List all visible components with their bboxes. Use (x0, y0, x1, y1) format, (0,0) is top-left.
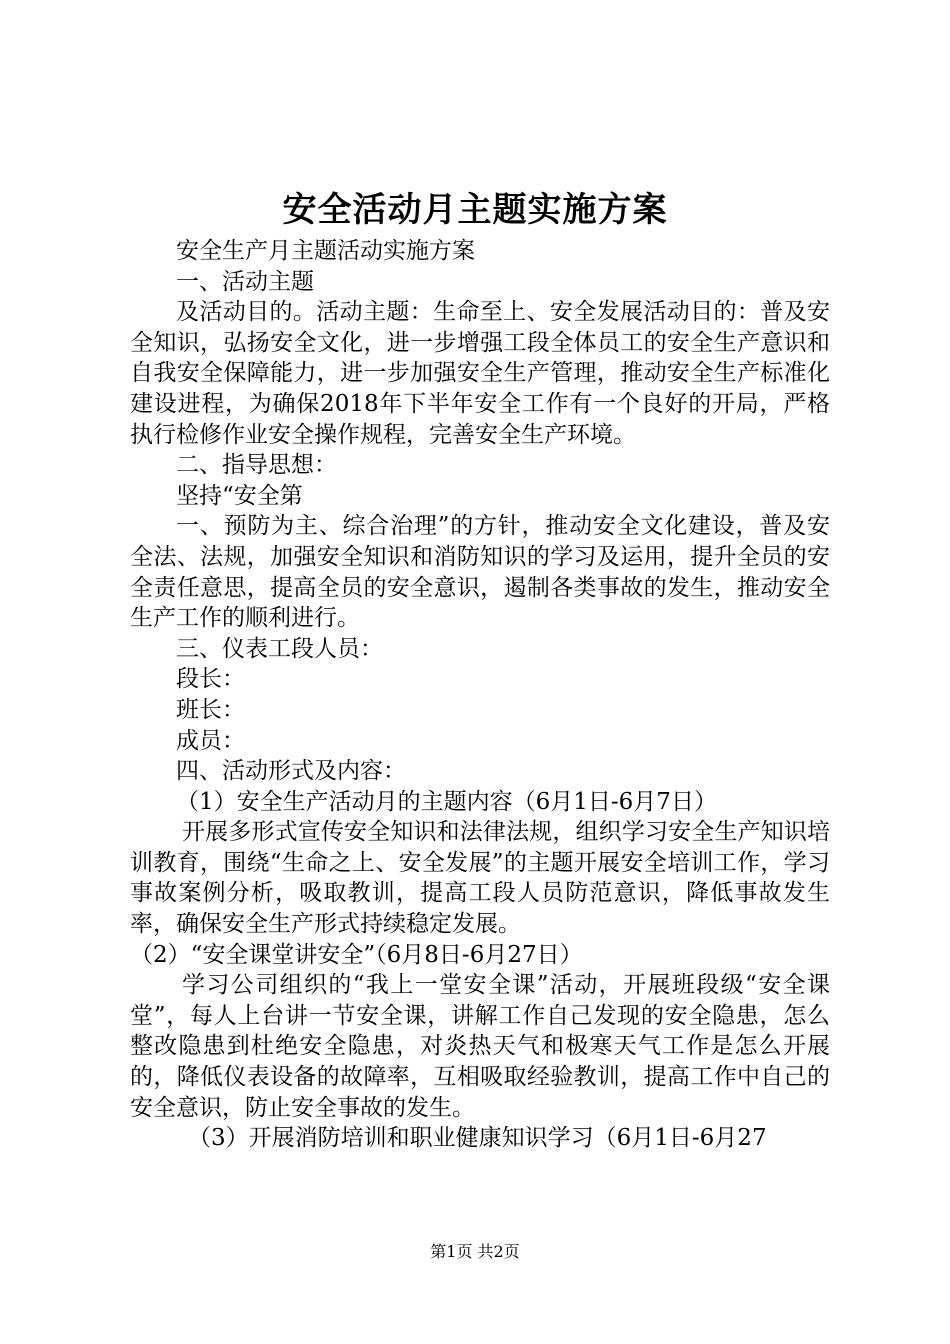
activity-item-2-body: 学习公司组织的“我上一堂安全课”活动，开展班段级“安全课堂”，每人上台讲一节安全课，讲解工作自己发现的安全隐患，怎么整改隐患到杜绝安全隐患，对炎热天气和极寒天气工作是怎么开展的，降低仪表设备的故障率，互相吸取经验教训，提高工作中自己的安全意识，防止安全事故的发生。 (130, 972, 830, 1121)
activity-item-2-heading: （2）“安全课堂讲安全”（6月8日-6月27日） (130, 941, 583, 968)
paragraph-guiding-start: 坚持“安全第 (176, 482, 303, 509)
activity-item-1-heading: （1）安全生产活动月的主题内容（6月1日-6月7日） (176, 788, 717, 815)
section-heading-personnel: 三、仪表工段人员： (176, 635, 383, 662)
personnel-team-leader: 班长： (176, 696, 245, 723)
section-heading-guiding: 二、指导思想： (176, 452, 337, 479)
personnel-members: 成员： (176, 727, 245, 754)
activity-item-1-body: 开展多形式宣传安全知识和法律法规，组织学习安全生产知识培训教育，围绕“生命之上、安全发展”的主题开展安全培训工作，学习事故案例分析，吸取教训，提高工段人员防范意识，降低事故发生率，确保安全生产形式持续稳定发展。 (130, 819, 830, 938)
document-title: 安全活动月主题实施方案 (282, 190, 668, 230)
personnel-section-chief: 段长： (176, 666, 245, 693)
document-body (130, 236, 830, 1154)
section-heading-activities: 四、活动形式及内容： (176, 758, 406, 785)
paragraph-guiding-policy: 一、预防为主、综合治理”的方针，推动安全文化建设，普及安全法、法规，加强安全知识和消防知识的学习及运用，提升全员的安全责任意思，提高全员的安全意识，遏制各类事故的发生，推动安全生产工作的顺利进行。 (130, 513, 830, 632)
subtitle-paragraph: 安全生产月主题活动实施方案 (176, 238, 475, 264)
paragraph-theme-purpose: 及活动目的。活动主题：生命至上、安全发展活动目的：普及安全知识，弘扬安全文化，进一步增强工段全体员工的安全生产意识和自我安全保障能力，进一步加强安全生产管理，推动安全生产标准化建设进程，为确保2018年下半年安全工作有一个良好的开局，严格执行检修作业安全操作规程，完善安全生产环境。 (130, 299, 830, 448)
section-heading-theme: 一、活动主题 (176, 268, 314, 295)
activity-item-3-heading: （3）开展消防培训和职业健康知识学习（6月1日-6月27 (188, 1125, 767, 1152)
page-footer: 第1页 共2页 (430, 1242, 520, 1261)
